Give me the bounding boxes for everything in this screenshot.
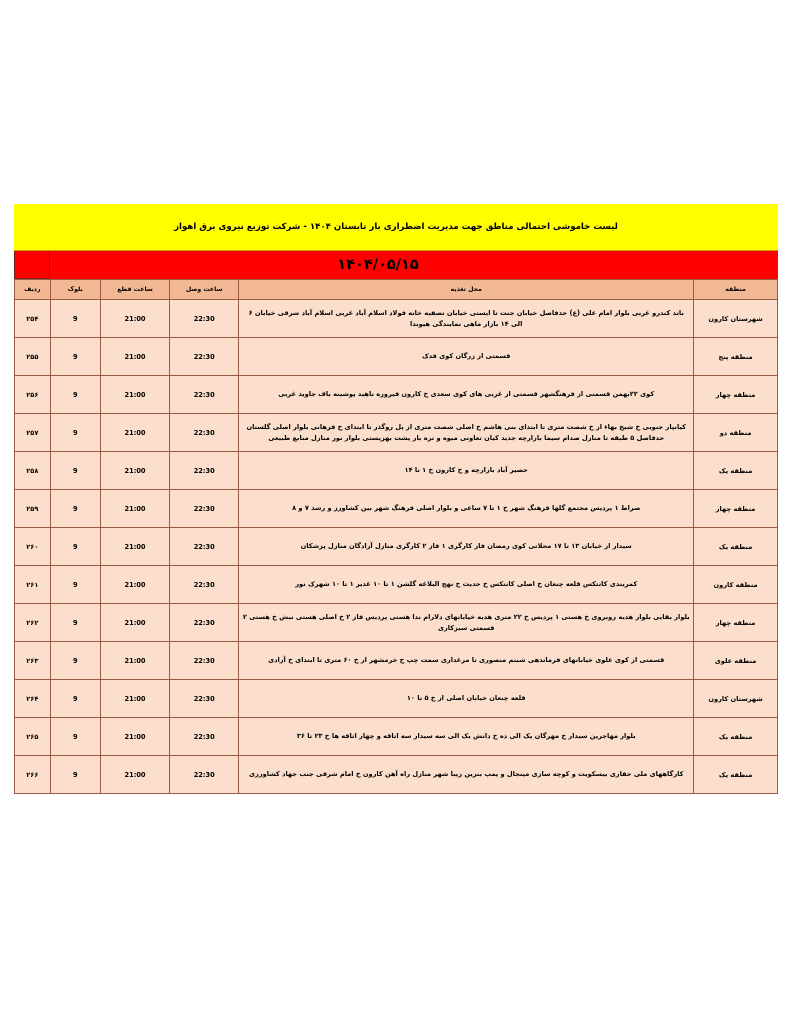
cell-off-time: 21:00 xyxy=(100,718,169,756)
cell-off-time: 21:00 xyxy=(100,680,169,718)
cell-row-no: ۲۶۴ xyxy=(15,680,51,718)
cell-row-no: ۲۶۲ xyxy=(15,604,51,642)
cell-on-time: 22:30 xyxy=(170,528,239,566)
cell-block: 9 xyxy=(50,604,100,642)
cell-on-time: 22:30 xyxy=(170,300,239,338)
table-row xyxy=(15,338,778,376)
cell-on-time: 22:30 xyxy=(170,376,239,414)
table-row xyxy=(15,642,778,680)
date-banner xyxy=(14,250,778,279)
table-row xyxy=(15,452,778,490)
cell-region: منطقه دو xyxy=(694,414,778,452)
cell-off-time: 21:00 xyxy=(100,490,169,528)
cell-block: 9 xyxy=(50,300,100,338)
table-header-row xyxy=(15,280,778,300)
cell-row-no: ۲۵۵ xyxy=(15,338,51,376)
table-header xyxy=(15,280,778,300)
outage-sheet xyxy=(14,204,778,794)
cell-region: منطقه یک xyxy=(694,718,778,756)
column-header-on-time: ساعت وصل xyxy=(170,280,239,300)
cell-block: 9 xyxy=(50,566,100,604)
cell-off-time: 21:00 xyxy=(100,756,169,794)
cell-region: منطقه چهار xyxy=(694,376,778,414)
cell-on-time: 22:30 xyxy=(170,566,239,604)
cell-off-time: 21:00 xyxy=(100,452,169,490)
cell-on-time: 22:30 xyxy=(170,718,239,756)
cell-row-no: ۲۵۷ xyxy=(15,414,51,452)
cell-region: منطقه چهار xyxy=(694,490,778,528)
cell-place: صراط ۱ پردیس مجتمع گلها فرهنگ شهر خ ۱ تا ۷ ساعی و بلوار اصلی فرهنگ شهر بین کشاورز و رشد ۷ و ۸ xyxy=(239,490,694,528)
document-title: لیست خاموشی احتمالی مناطق جهت مدیریت اضطراری بار تابستان ۱۴۰۴ - شرکت توزیع نیروی برق اهواز xyxy=(174,221,618,232)
table-row xyxy=(15,528,778,566)
table-row xyxy=(15,376,778,414)
table-row xyxy=(15,300,778,338)
cell-block: 9 xyxy=(50,452,100,490)
cell-place: کارگاههای ملی حفاری بیسکویت و کوچه سازی مینجال و پمپ بنزین زیبا شهر منازل راه آهن کارون خ امام شرقی جنب جهاد کشاورزی xyxy=(239,756,694,794)
cell-block: 9 xyxy=(50,490,100,528)
cell-place: بلوار مهاجرین سیدار خ مهرگان یک الی ده خ دانش یک الی سه سیدار سه اتاقه و چهار اتاقه ها خ ۲۳ تا ۳۶ xyxy=(239,718,694,756)
cell-place: قسمتی از زرگان کوی فدک xyxy=(239,338,694,376)
cell-block: 9 xyxy=(50,756,100,794)
column-header-off-time: ساعت قطع xyxy=(100,280,169,300)
cell-block: 9 xyxy=(50,338,100,376)
cell-region: شهرستان کارون xyxy=(694,300,778,338)
cell-off-time: 21:00 xyxy=(100,604,169,642)
cell-row-no: ۲۶۵ xyxy=(15,718,51,756)
date-banner-main xyxy=(14,251,742,279)
cell-on-time: 22:30 xyxy=(170,338,239,376)
cell-row-no: ۲۵۶ xyxy=(15,376,51,414)
cell-row-no: ۲۵۴ xyxy=(15,300,51,338)
table-row xyxy=(15,756,778,794)
cell-block: 9 xyxy=(50,414,100,452)
cell-region: شهرستان کارون xyxy=(694,680,778,718)
cell-row-no: ۲۶۳ xyxy=(15,642,51,680)
cell-region: منطقه علوی xyxy=(694,642,778,680)
table-row xyxy=(15,490,778,528)
cell-block: 9 xyxy=(50,642,100,680)
cell-block: 9 xyxy=(50,528,100,566)
cell-row-no: ۲۵۸ xyxy=(15,452,51,490)
cell-place: سیدار از خیابان ۱۳ تا ۱۷ محلاتی کوی رمضان فاز کارگری ۱ فاز ۲ کارگری منازل آزادگان منازل پزشکان xyxy=(239,528,694,566)
cell-row-no: ۲۶۰ xyxy=(15,528,51,566)
cell-on-time: 22:30 xyxy=(170,756,239,794)
cell-off-time: 21:00 xyxy=(100,566,169,604)
title-banner xyxy=(14,204,778,250)
cell-on-time: 22:30 xyxy=(170,604,239,642)
column-header-row-no: ردیف xyxy=(15,280,51,300)
cell-off-time: 21:00 xyxy=(100,338,169,376)
cell-region: منطقه یک xyxy=(694,756,778,794)
cell-place: کمربندی کانتکس قلعه چنعان خ اصلی کانتکس خ حدیث خ نهج البلاغه گلشن ۱ تا ۱۰ غدیر ۱ تا ۱۰ شهرک نور xyxy=(239,566,694,604)
column-header-block: بلوک xyxy=(50,280,100,300)
cell-region: منطقه کارون xyxy=(694,566,778,604)
table-body xyxy=(15,300,778,794)
cell-region: منطقه یک xyxy=(694,452,778,490)
cell-off-time: 21:00 xyxy=(100,376,169,414)
table-row xyxy=(15,680,778,718)
cell-on-time: 22:30 xyxy=(170,490,239,528)
cell-place: حصیر آباد بازارچه و خ کارون خ ۱ تا ۱۴ xyxy=(239,452,694,490)
cell-row-no: ۲۶۶ xyxy=(15,756,51,794)
cell-off-time: 21:00 xyxy=(100,642,169,680)
table-row xyxy=(15,718,778,756)
cell-region: منطقه پنج xyxy=(694,338,778,376)
cell-block: 9 xyxy=(50,680,100,718)
cell-off-time: 21:00 xyxy=(100,300,169,338)
table-row xyxy=(15,604,778,642)
cell-row-no: ۲۵۹ xyxy=(15,490,51,528)
cell-region: منطقه چهار xyxy=(694,604,778,642)
cell-place: کوی ۲۲بهمن قسمتی از فرهنگشهر قسمتی از غربی های کوی سعدی خ کارون فیروزه ناهید پوشینه باف جاوید غربی xyxy=(239,376,694,414)
date-banner-corner-cell xyxy=(14,251,50,279)
cell-on-time: 22:30 xyxy=(170,680,239,718)
cell-place: بلوار بقایی بلوار هدیه روبروی خ هستی ۱ پردیس خ ۲۲ متری هدیه خیابانهای دلارام ندا هستی پردیس فاز ۲ خ اصلی هستی نبش خ هستی ۲ قسمتی سبزکاری xyxy=(239,604,694,642)
cell-region: منطقه یک xyxy=(694,528,778,566)
cell-row-no: ۲۶۱ xyxy=(15,566,51,604)
cell-on-time: 22:30 xyxy=(170,414,239,452)
table-row xyxy=(15,414,778,452)
cell-off-time: 21:00 xyxy=(100,414,169,452)
cell-on-time: 22:30 xyxy=(170,642,239,680)
cell-block: 9 xyxy=(50,376,100,414)
outage-table xyxy=(14,279,778,794)
cell-place: قسمتی از کوی علوی خیابانهای فرماندهی شبنم منصوری تا مرغداری سمت چپ ح خرمشهر از خ ۶۰ متری تا ابتدای خ آزادی xyxy=(239,642,694,680)
column-header-region: منطقه xyxy=(694,280,778,300)
table-row xyxy=(15,566,778,604)
cell-on-time: 22:30 xyxy=(170,452,239,490)
column-header-place: محل تغذیه xyxy=(239,280,694,300)
cell-place: باند کندرو غربی بلوار امام علی (ع) حدفاصل خیابان جنت تا ایستی خیابان تصفیه خانه فولاد اسلام آباد غربی اسلام آباد شرقی خیابان ۶ الی ۱۴ بازار ماهی نمایندگی هیوندا xyxy=(239,300,694,338)
cell-block: 9 xyxy=(50,718,100,756)
cell-off-time: 21:00 xyxy=(100,528,169,566)
cell-place: قلعه چنعان خیابان اصلی از خ ۵ تا ۱۰ xyxy=(239,680,694,718)
cell-place: کیانپار جنوبی خ شیخ بهاء از خ شصت متری تا ابتدای بنی هاشم خ اصلی شصت متری از پل روگذر تا ابتدای خ فرهانی بلوار اصلی گلستان حدفاصل ۵ طبقه تا منازل صدام سیما بازارچه جدید کیان تعاونی میوه و تره بار پشت بهزیستی بلوار نور منازل منابع طبیعی xyxy=(239,414,694,452)
schedule-date: ۱۴۰۴/۰۵/۱۵ xyxy=(337,257,419,273)
